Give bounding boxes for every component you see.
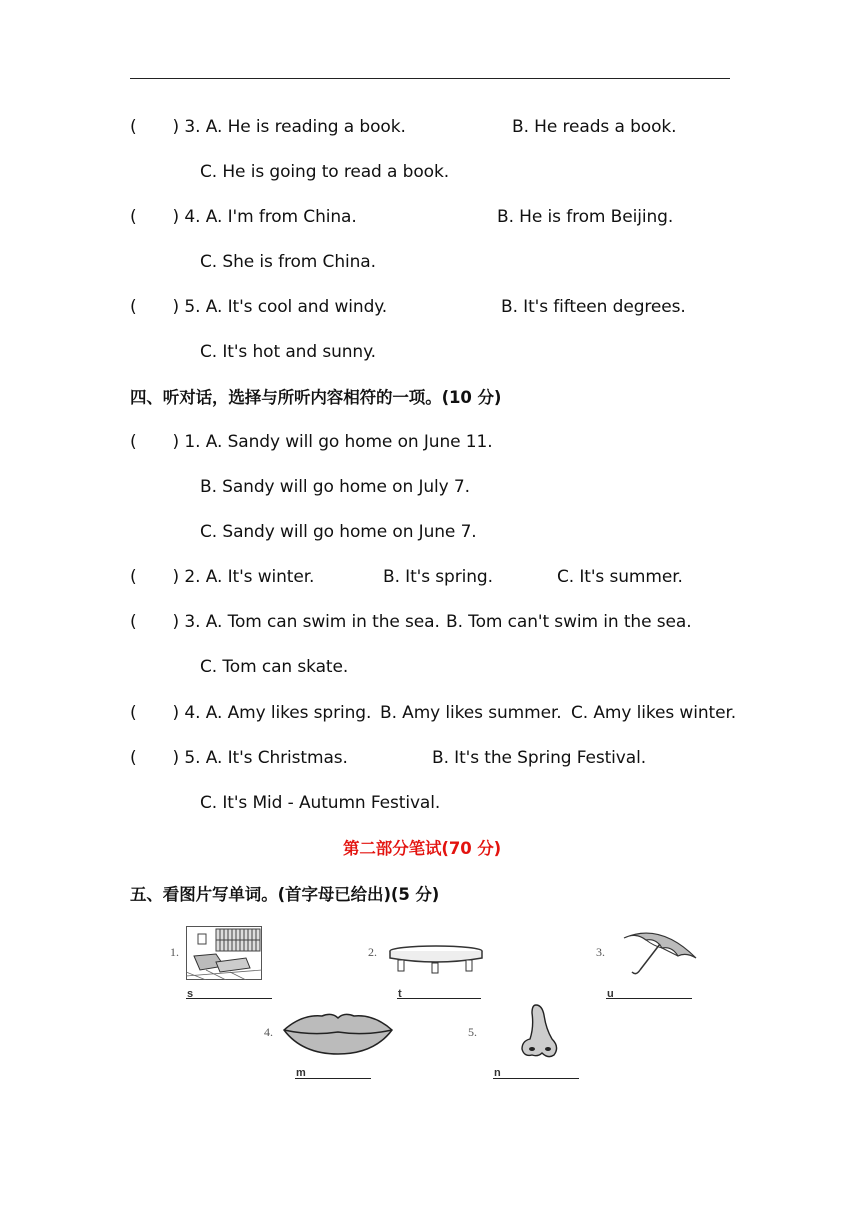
p4-q2-line1	[130, 567, 314, 587]
umbrella-picture	[620, 926, 700, 982]
question-number: 3.	[184, 612, 201, 632]
p4-q4-line1	[130, 703, 371, 723]
item1-number: 1.	[170, 945, 179, 959]
option-a: A. It's cool and windy.	[205, 297, 388, 317]
question-number: 4.	[184, 207, 201, 227]
item3-number: 3.	[596, 945, 605, 959]
answer-paren-close: )	[172, 297, 180, 317]
p4-q5-option-c: C. It's Mid - Autumn Festival.	[200, 793, 441, 813]
p3-q3-line1	[130, 117, 406, 137]
answer-paren-open: (	[130, 612, 137, 632]
p4-q1-option-b: B. Sandy will go home on July 7.	[200, 477, 470, 497]
item2-answer-line[interactable]	[397, 998, 481, 999]
question-number: 2.	[184, 567, 201, 587]
item2-number: 2.	[368, 945, 377, 959]
item1-answer-line[interactable]	[186, 998, 272, 999]
question-number: 1.	[184, 432, 201, 452]
question-number: 4.	[184, 703, 201, 723]
answer-paren-close: )	[172, 703, 180, 723]
p4-q1-line1	[130, 432, 493, 452]
p4-q4-option-b: B. Amy likes summer.	[380, 703, 562, 723]
item2-first-letter: t	[398, 988, 402, 1000]
part5-heading: 五、看图片写单词。(首字母已给出)(5 分)	[130, 885, 440, 904]
p3-q4-option-c: C. She is from China.	[200, 252, 376, 272]
answer-paren-open: (	[130, 703, 137, 723]
answer-paren-close: )	[172, 432, 180, 452]
item5-number: 5.	[468, 1025, 477, 1039]
p4-q5-option-b: B. It's the Spring Festival.	[432, 748, 647, 768]
sitting-room-picture	[186, 926, 262, 980]
section2-title: 第二部分笔试(70 分)	[343, 839, 502, 858]
item5-answer-line[interactable]	[493, 1078, 579, 1079]
answer-paren-open: (	[130, 297, 137, 317]
p3-q3-option-c: C. He is going to read a book.	[200, 162, 450, 182]
p4-q3-option-c: C. Tom can skate.	[200, 657, 349, 677]
p3-q4-option-b: B. He is from Beijing.	[497, 207, 674, 227]
answer-paren-open: (	[130, 567, 137, 587]
part4-heading: 四、听对话，选择与所听内容相符的一项。(10 分)	[130, 388, 502, 407]
p3-q4-line1	[130, 207, 357, 227]
item4-number: 4.	[264, 1025, 273, 1039]
item1-first-letter: s	[187, 988, 194, 1000]
p4-q1-option-c: C. Sandy will go home on June 7.	[200, 522, 477, 542]
item4-answer-line[interactable]	[295, 1078, 371, 1079]
option-a: A. I'm from China.	[205, 207, 357, 227]
answer-paren-open: (	[130, 117, 137, 137]
answer-paren-close: )	[172, 117, 180, 137]
item3-first-letter: u	[607, 988, 614, 1000]
answer-paren-open: (	[130, 748, 137, 768]
option-a: A. Tom can swim in the sea.	[205, 612, 440, 632]
mouth-picture	[282, 1010, 394, 1056]
p3-q3-option-b: B. He reads a book.	[512, 117, 677, 137]
p4-q5-line1	[130, 748, 348, 768]
p4-q4-option-c: C. Amy likes winter.	[571, 703, 737, 723]
answer-paren-close: )	[172, 612, 180, 632]
nose-picture	[518, 1003, 562, 1061]
answer-paren-close: )	[172, 207, 180, 227]
option-a: A. It's Christmas.	[205, 748, 348, 768]
item5-first-letter: n	[494, 1067, 501, 1079]
item4-first-letter: m	[296, 1067, 306, 1079]
table-picture	[388, 944, 484, 974]
answer-paren-open: (	[130, 432, 137, 452]
question-number: 3.	[184, 117, 201, 137]
p3-q5-option-c: C. It's hot and sunny.	[200, 342, 376, 362]
option-a: A. Sandy will go home on June 11.	[205, 432, 493, 452]
p3-q5-option-b: B. It's fifteen degrees.	[501, 297, 686, 317]
p3-q5-line1	[130, 297, 387, 317]
question-number: 5.	[184, 297, 201, 317]
option-a: A. He is reading a book.	[205, 117, 406, 137]
p4-q3-line1	[130, 612, 440, 632]
p4-q3-option-b: B. Tom can't swim in the sea.	[446, 612, 692, 632]
answer-paren-close: )	[172, 567, 180, 587]
p4-q2-option-b: B. It's spring.	[383, 567, 493, 587]
item3-answer-line[interactable]	[606, 998, 692, 999]
option-a: A. It's winter.	[205, 567, 315, 587]
p4-q2-option-c: C. It's summer.	[557, 567, 683, 587]
question-number: 5.	[184, 748, 201, 768]
header-rule	[130, 78, 730, 79]
option-a: A. Amy likes spring.	[205, 703, 372, 723]
answer-paren-close: )	[172, 748, 180, 768]
answer-paren-open: (	[130, 207, 137, 227]
